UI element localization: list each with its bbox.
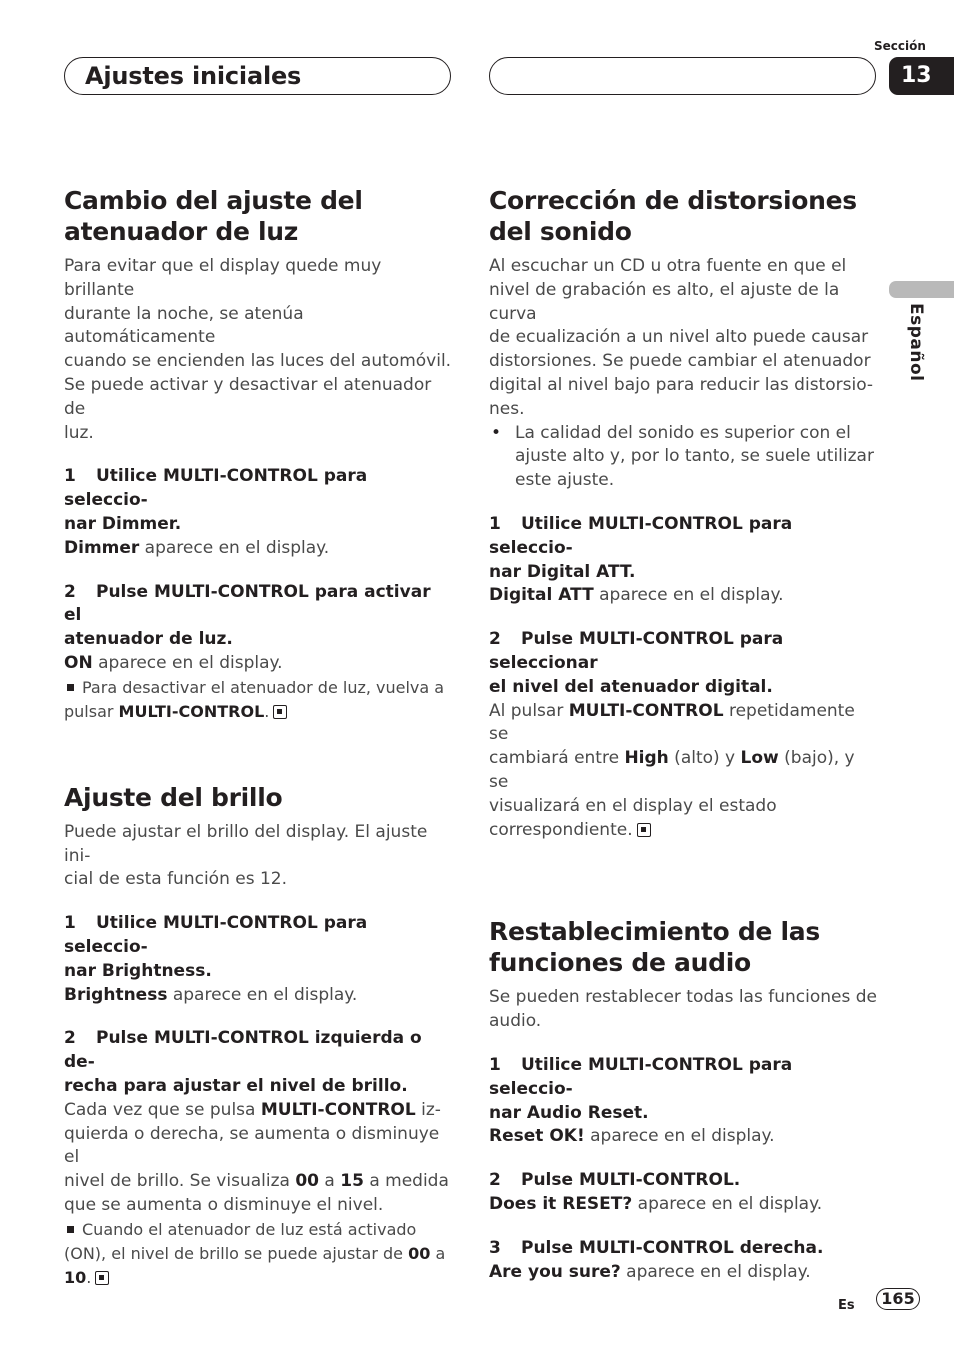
step-heading: 2 Pulse MULTI-CONTROL para activar el atenuador de luz.: [64, 581, 431, 650]
section-title: Ajuste del brillo: [64, 782, 283, 812]
note-square-icon: [67, 1226, 74, 1233]
right-column: [489, 185, 879, 1284]
language-tab: [889, 281, 954, 298]
header-empty-box: [489, 57, 876, 95]
step-heading: 1 Utilice MULTI-CONTROL para seleccio- nar Dimmer.: [64, 466, 368, 534]
step-heading: 2 Pulse MULTI-CONTROL.: [489, 1170, 741, 1191]
note: Cuando el atenuador de luz está activado (ON), el nivel de brillo se puede ajustar de 00 a 10.: [64, 1219, 446, 1287]
step-heading: 1 Utilice MULTI-CONTROL para seleccio- nar Digital ATT.: [489, 513, 793, 582]
language-code: Es: [838, 1298, 855, 1313]
chapter-header-box: [64, 57, 451, 95]
step-result: Reset OK! aparece en el display.: [489, 1126, 775, 1147]
section-title: Corrección de distorsiones del sonido: [489, 186, 857, 246]
chapter-title: Ajustes iniciales: [85, 62, 302, 90]
section-label: Sección: [874, 39, 926, 53]
end-of-section-icon: [95, 1271, 109, 1285]
section-dimmer: [64, 185, 452, 724]
section-number-tab: 13: [889, 57, 954, 95]
section-title: Restablecimiento de las funciones de audio: [489, 917, 820, 978]
end-of-section-icon: [273, 705, 287, 719]
step-result: Digital ATT aparece en el display.: [489, 585, 784, 606]
page-number: 165: [876, 1288, 920, 1310]
section-intro: Al escuchar un CD u otra fuente en que el nivel de grabación es alto, el ajuste de la curva de ecualización a un nivel alto puede causar distorsiones. Se puede cambiar el atenuador digital al nivel bajo para reducir las distorsio- nes.: [489, 256, 874, 419]
step-heading: 1 Utilice MULTI-CONTROL para seleccio- nar Brightness.: [64, 913, 368, 981]
step-heading: 2 Pulse MULTI-CONTROL izquierda o de- recha para ajustar el nivel de brillo.: [64, 1028, 422, 1096]
step-description: Cada vez que se pulsa MULTI-CONTROL iz- quierda o derecha, se aumenta o disminuye el nivel de brillo. Se visualiza 00 a 15 a medida que se aumenta o disminuye el nivel.: [64, 1099, 449, 1215]
step-result: Are you sure? aparece en el display.: [489, 1261, 811, 1282]
step-result: Dimmer aparece en el display.: [64, 537, 330, 558]
note-square-icon: [67, 684, 74, 691]
end-of-section-icon: [637, 823, 651, 837]
bullet-item: • La calidad del sonido es superior con el ajuste alto y, por lo tanto, se suele utilizar este ajuste.: [491, 422, 874, 491]
bullet-dot-icon: •: [491, 422, 502, 443]
section-brightness: [64, 782, 452, 1290]
step-heading: 2 Pulse MULTI-CONTROL para seleccionar el nivel del atenuador digital.: [489, 629, 784, 697]
section-intro: Para evitar que el display quede muy brillante durante la noche, se atenúa automáticamente cuando se encienden las luces del automóvil. Se puede activar y desactivar el atenuador de luz.: [64, 256, 452, 443]
section-distortion: [489, 185, 879, 842]
left-column: [64, 185, 452, 1290]
step-description: Al pulsar MULTI-CONTROL repetidamente se cambiará entre High (alto) y Low (bajo), y se visualizará en el display el estado correspondiente.: [489, 700, 855, 840]
step-heading: 3 Pulse MULTI-CONTROL derecha.: [489, 1237, 824, 1258]
language-label: Español: [906, 303, 926, 382]
note: Para desactivar el atenuador de luz, vuelva a pulsar MULTI-CONTROL.: [64, 677, 445, 721]
step-result: ON aparece en el display.: [64, 652, 283, 673]
step-result: Brightness aparece en el display.: [64, 984, 358, 1005]
step-heading: 1 Utilice MULTI-CONTROL para seleccio- nar Audio Reset.: [489, 1054, 793, 1123]
section-audio-reset: [489, 916, 879, 1284]
section-intro: Puede ajustar el brillo del display. El ajuste ini- cial de esta función es 12.: [64, 821, 428, 890]
step-result: Does it RESET? aparece en el display.: [489, 1193, 823, 1214]
section-intro: Se pueden restablecer todas las funciones de audio.: [489, 987, 877, 1032]
section-title: Cambio del ajuste del atenuador de luz: [64, 186, 363, 246]
